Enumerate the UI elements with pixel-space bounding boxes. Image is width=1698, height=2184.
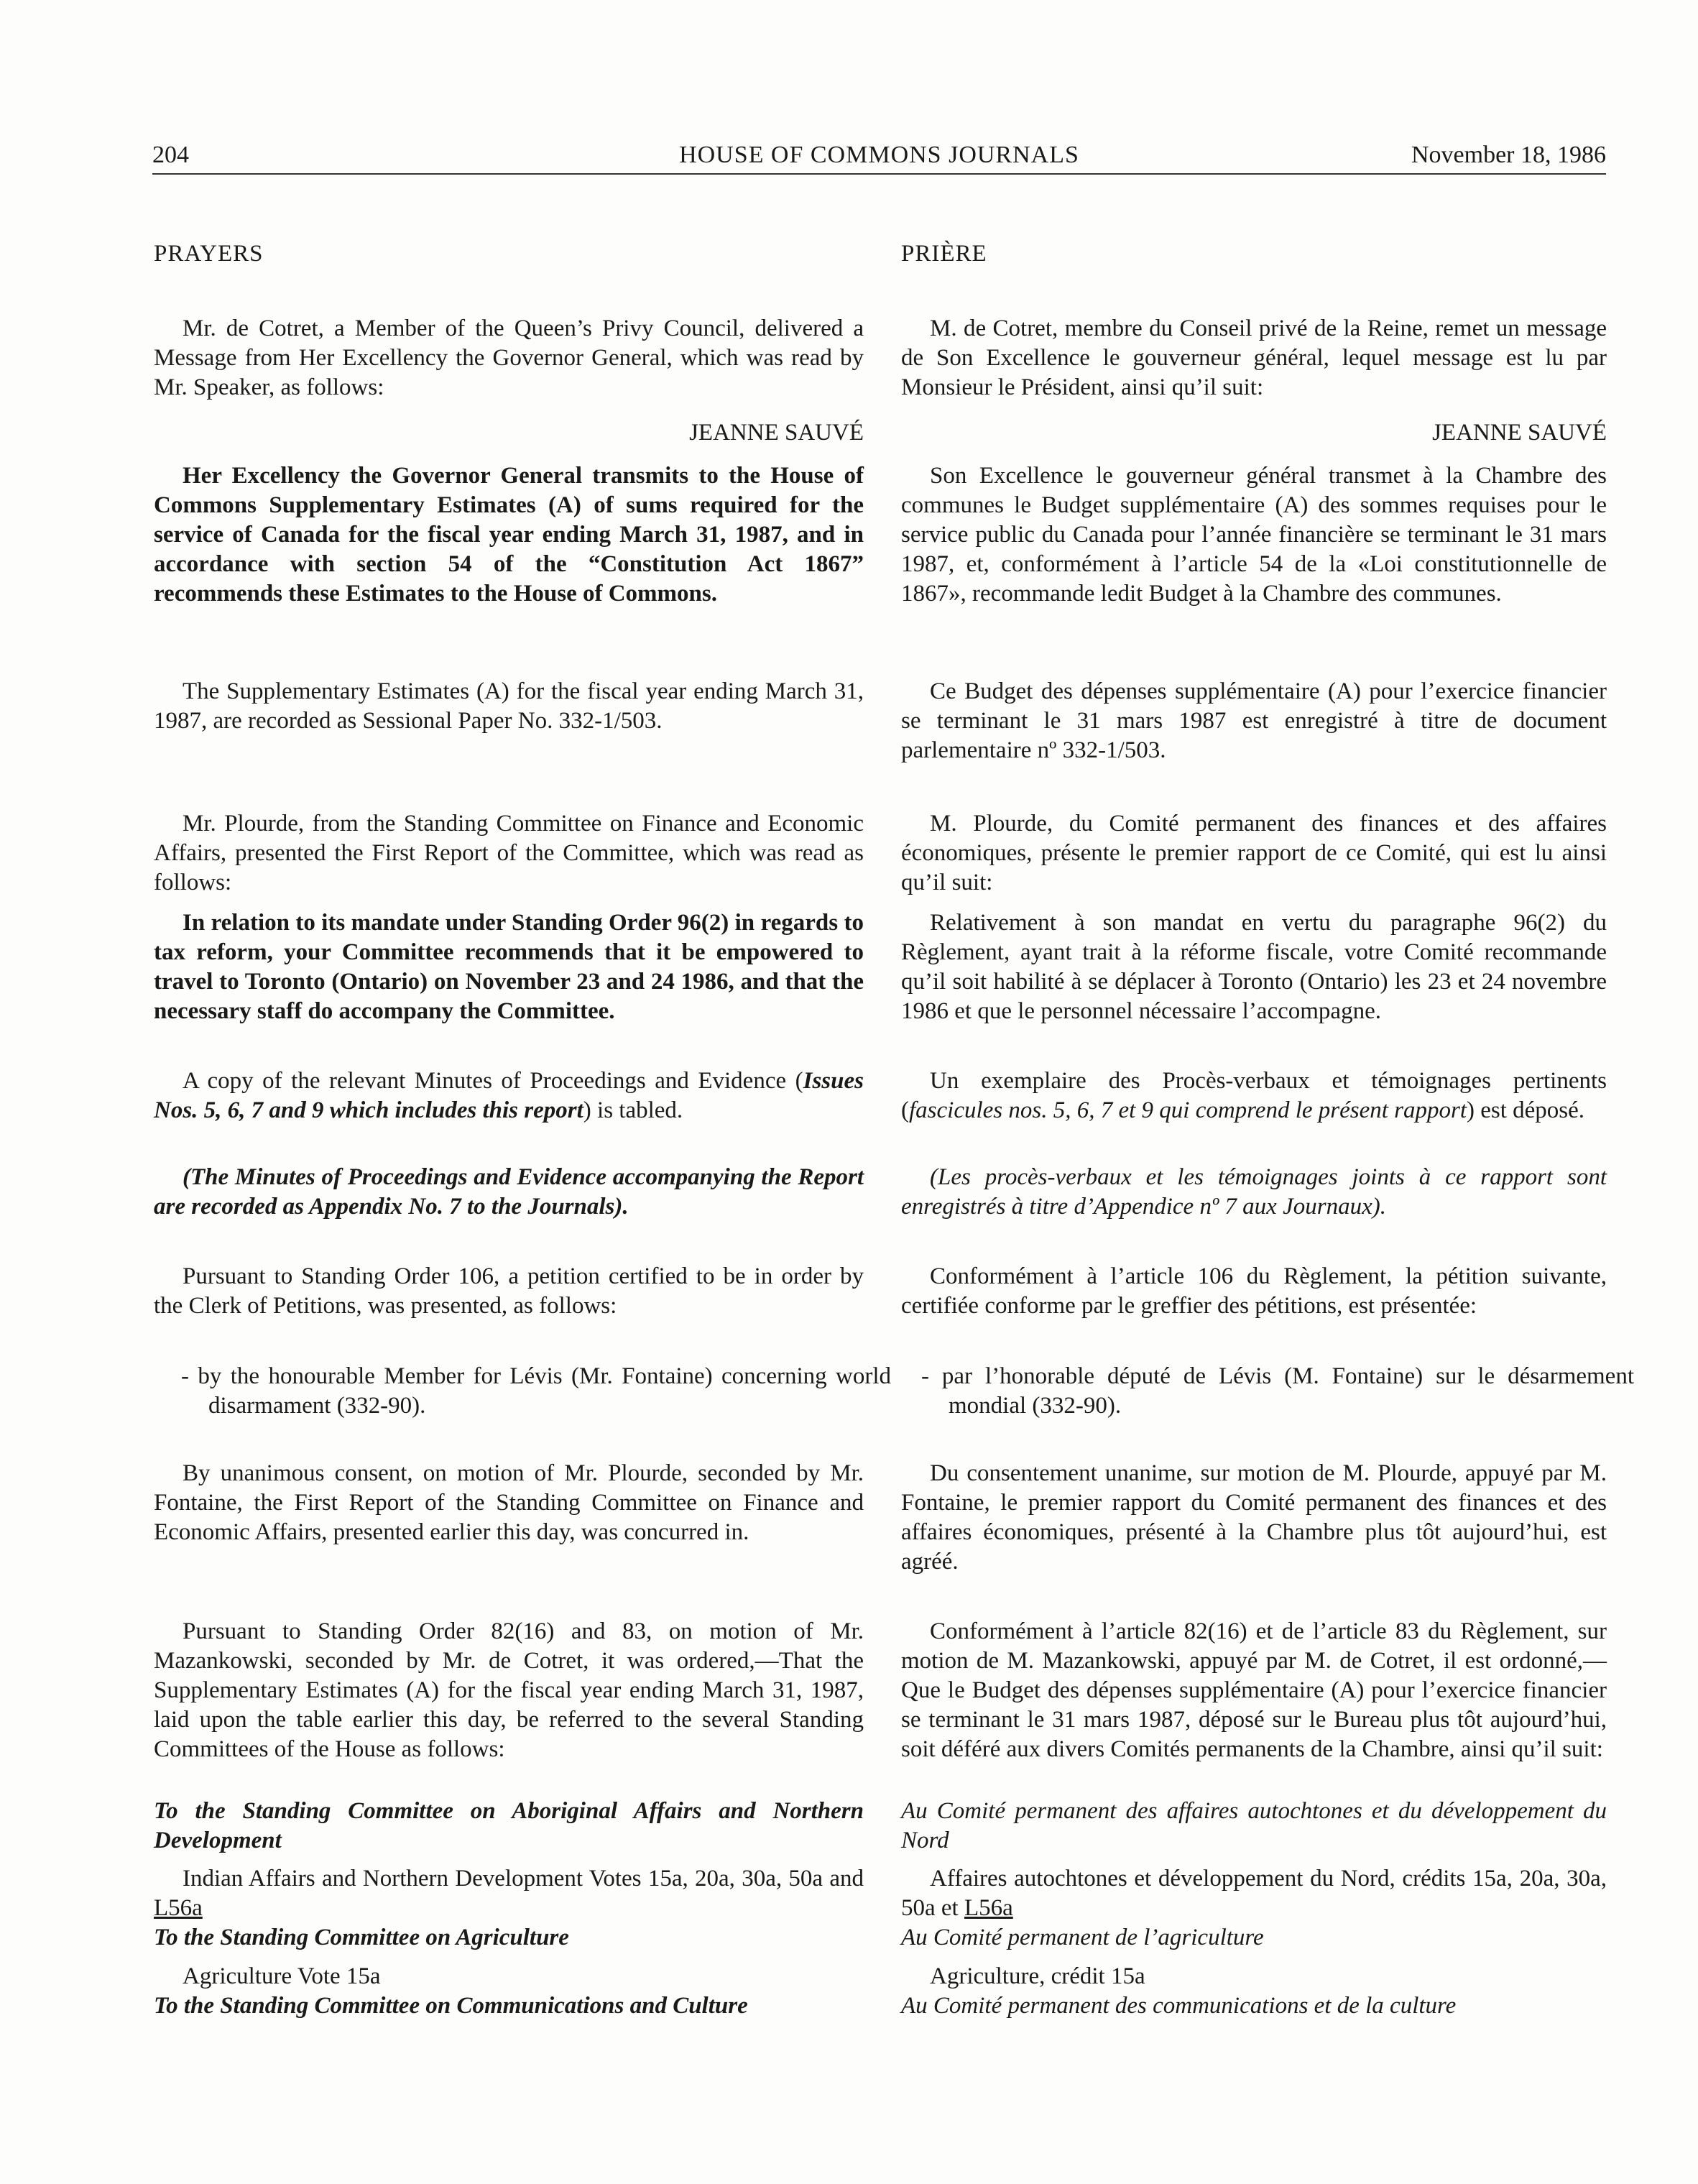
- fr-referral: Conformément à l’article 82(16) et de l’article 83 du Règlement, sur motion de M. Mazankowski, appuyé par M. de Cotret, il est ordonné,—Que le Budget des dépenses supplémentaire (A) pour l’exercice financier se terminant le 31 mars 1987, déposé sur le Bureau plus tôt aujourd’hui, soit déféré aux divers Comités permanents de la Chambre, ainsi qu’il suit:: [901, 1618, 1607, 1762]
- journal-title: HOUSE OF COMMONS JOURNALS: [679, 142, 1079, 168]
- en-plourde-intro: Mr. Plourde, from the Standing Committee on Finance and Economic Affairs, presented the First Report of the Committee, which was read as follows:: [154, 811, 864, 895]
- fr-minutes-tabled: Un exemplaire des Procès-verbaux et témoignages pertinents (fascicules nos. 5, 6, 7 et 9 qui comprend le présent rapport) est déposé.: [901, 1068, 1607, 1123]
- en-petition-intro: Pursuant to Standing Order 106, a petition certified to be in order by the Clerk of Petitions, was presented, as follows:: [154, 1263, 864, 1319]
- en-minutes-tabled: A copy of the relevant Minutes of Proceedings and Evidence (Issues Nos. 5, 6, 7 and 9 which includes this report) is tabled.: [154, 1068, 864, 1123]
- en-committee-aboriginal: To the Standing Committee on Aboriginal Affairs and Northern Development: [154, 1798, 864, 1853]
- fr-message-body: Son Excellence le gouverneur général transmet à la Chambre des communes le Budget supplémentaire (A) des sommes requises pour le service public du Canada pour l’année financière se terminant le 31 mars 1987, et, conformément à l’article 54 de la «Loi constitutionnelle de 1867», recommande ledit Budget à la Chambre des communes.: [901, 463, 1607, 607]
- fr-votes-indian: Affaires autochtones et développement du Nord, crédits 15a, 20a, 30a, 50a et L56a: [901, 1866, 1607, 1921]
- en-referral: Pursuant to Standing Order 82(16) and 83, on motion of Mr. Mazankowski, seconded by Mr. de Cotret, it was ordered,—That the Supplementary Estimates (A) for the fiscal year ending March 31, 1987, laid upon the table earlier this day, be referred to the several Standing Committees of the House as follows:: [154, 1618, 864, 1762]
- fr-petition-intro: Conformément à l’article 106 du Règlement, la pétition suivante, certifiée conforme par le greffier des pétitions, est présentée:: [901, 1263, 1607, 1319]
- page-header: [152, 140, 1606, 175]
- fr-committee-aboriginal: Au Comité permanent des affaires autochtones et du développement du Nord: [901, 1798, 1607, 1853]
- en-estimates-recorded: The Supplementary Estimates (A) for the fiscal year ending March 31, 1987, are recorded as Sessional Paper No. 332-1/503.: [154, 678, 864, 734]
- fr-estimates-recorded: Ce Budget des dépenses supplémentaire (A) pour l’exercice financier se terminant le 31 mars 1987 est enregistré à titre de document parlementaire nº 332-1/503.: [901, 678, 1607, 763]
- en-votes-indian: Indian Affairs and Northern Development Votes 15a, 20a, 30a, 50a and L56a: [154, 1866, 864, 1921]
- en-committee-agriculture: To the Standing Committee on Agriculture: [154, 1925, 569, 1950]
- page-number: 204: [152, 142, 189, 168]
- en-petition-item: - by the honourable Member for Lévis (Mr. Fontaine) concerning world disarmament (332-90).: [181, 1363, 891, 1419]
- heading-priere: PRIÈRE: [901, 241, 987, 267]
- fr-plourde-intro: M. Plourde, du Comité permanent des finances et des affaires économiques, présente le premier rapport de ce Comité, qui est lu ainsi qu’il suit:: [901, 811, 1607, 895]
- en-report-body: In relation to its mandate under Standing Order 96(2) in regards to tax reform, your Committee recommends that it be empowered to travel to Toronto (Ontario) on November 23 and 24 1986, and that the necessary staff do accompany the Committee.: [154, 910, 864, 1024]
- fr-committee-communications: Au Comité permanent des communications et de la culture: [901, 1993, 1457, 2019]
- en-message-intro: Mr. de Cotret, a Member of the Queen’s Privy Council, delivered a Message from Her Excellency the Governor General, which was read by Mr. Speaker, as follows:: [154, 315, 864, 400]
- fr-concurrence: Du consentement unanime, sur motion de M. Plourde, appuyé par M. Fontaine, le premier rapport du Comité permanent des finances et des affaires économiques, présenté à la Chambre plus tôt aujourd’hui, est agréé.: [901, 1460, 1607, 1575]
- en-message-body: Her Excellency the Governor General transmits to the House of Commons Supplementary Estimates (A) of sums required for the service of Canada for the fiscal year ending March 31, 1987, and in accordance with section 54 of the “Constitution Act 1867” recommends these Estimates to the House of Commons.: [154, 463, 864, 607]
- en-concurrence: By unanimous consent, on motion of Mr. Plourde, seconded by Mr. Fontaine, the First Report of the Standing Committee on Finance and Economic Affairs, presented earlier this day, was concurred in.: [154, 1460, 864, 1545]
- fr-petition-item: - par l’honorable député de Lévis (M. Fontaine) sur le désarmement mondial (332-90).: [921, 1363, 1634, 1419]
- en-signature: JEANNE SAUVÉ: [689, 420, 864, 446]
- fr-committee-agriculture: Au Comité permanent de l’agriculture: [901, 1925, 1264, 1950]
- fr-votes-agriculture: Agriculture, crédit 15a: [930, 1963, 1145, 1989]
- fr-appendix-note: (Les procès-verbaux et les témoignages joints à ce rapport sont enregistrés à titre d’Appendice nº 7 aux Journaux).: [901, 1164, 1607, 1220]
- en-votes-agriculture: Agriculture Vote 15a: [183, 1963, 381, 1989]
- en-committee-communications: To the Standing Committee on Communications and Culture: [154, 1993, 748, 2019]
- fr-signature: JEANNE SAUVÉ: [1432, 420, 1607, 446]
- heading-prayers: PRAYERS: [154, 241, 264, 267]
- fr-report-body: Relativement à son mandat en vertu du paragraphe 96(2) du Règlement, ayant trait à la réforme fiscale, votre Comité recommande qu’il soit habilité à se déplacer à Toronto (Ontario) les 23 et 24 novembre 1986 et que le personnel nécessaire l’accompagne.: [901, 910, 1607, 1024]
- fr-message-intro: M. de Cotret, membre du Conseil privé de la Reine, remet un message de Son Excellence le gouverneur général, lequel message est lu par Monsieur le Président, ainsi qu’il suit:: [901, 315, 1607, 400]
- journal-date: November 18, 1986: [1411, 142, 1606, 168]
- en-appendix-note: (The Minutes of Proceedings and Evidence accompanying the Report are recorded as Appendix No. 7 to the Journals).: [154, 1164, 864, 1220]
